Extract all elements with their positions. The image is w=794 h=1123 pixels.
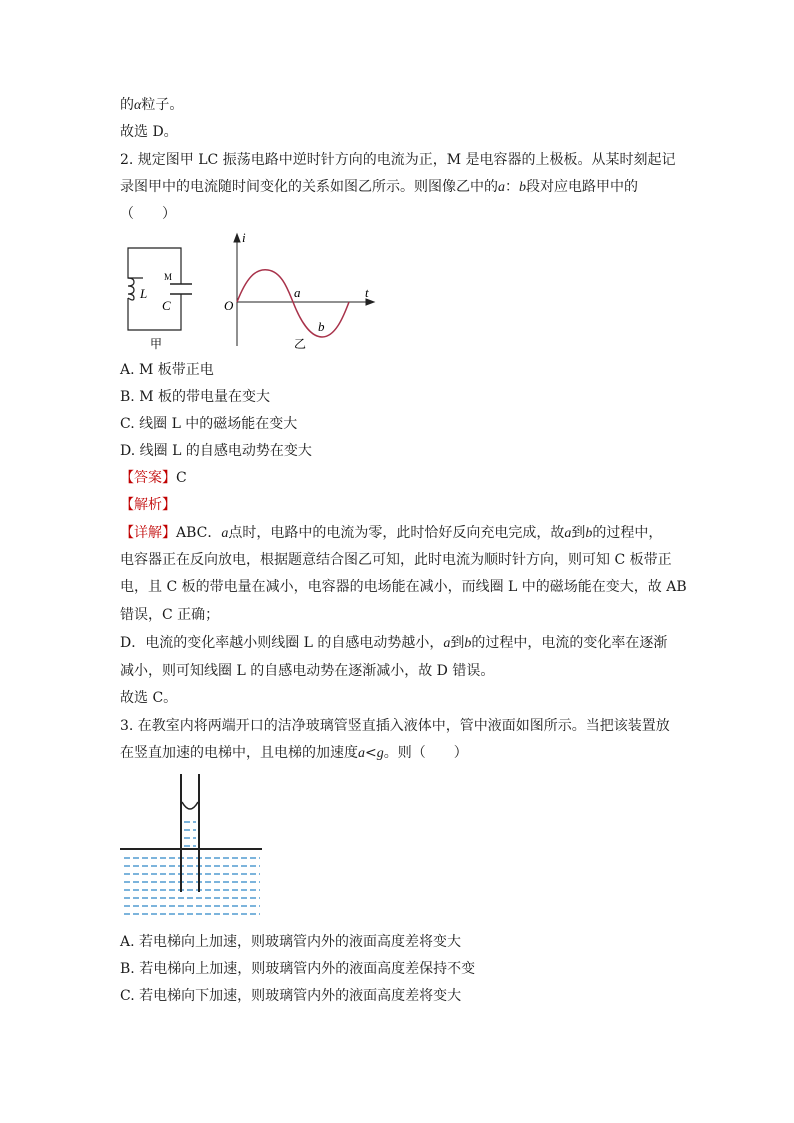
label-l: L — [140, 286, 148, 301]
q3-stem-line2: 在竖直加速的电梯中，且电梯的加速度a<g。则（ ） — [120, 745, 468, 761]
q2-option-b: B. M 板的带电量在变大 — [120, 389, 270, 405]
detail-line5: D．电流的变化率越小则线圈 L 的自感电动势越小，a到b的过程中，电流的变化率在逐渐 — [120, 635, 668, 651]
q2-stem-line2: 录图甲中的电流随时间变化的关系如图乙所示。则图像乙中的a：b段对应电路甲中的 — [120, 179, 638, 195]
detail-label: 【详解】 — [120, 525, 176, 541]
circuit-wire-bottom — [128, 294, 181, 330]
answer-value: C — [176, 470, 187, 486]
lc-circuit-figure — [118, 238, 198, 350]
point-b-label: b — [318, 319, 325, 334]
circuit-wire-top — [128, 248, 181, 284]
current-sine-curve — [237, 270, 349, 337]
q3-option-a: A. 若电梯向上加速，则玻璃管内外的液面高度差将变大 — [120, 934, 462, 950]
axis-label-t: t — [365, 285, 369, 300]
capillary-tube-figure — [118, 772, 266, 924]
detail-line1: 【详解】ABC．a点时，电路中的电流为零，此时恰好反向充电完成，故a到b的过程中， — [120, 525, 663, 541]
axis-label-i: i — [242, 230, 246, 245]
detail-line3: 电，且 C 板的带电量在减小，电容器的电场能在减小，而线圈 L 中的磁场能在变大，故 AB — [120, 579, 687, 595]
q3-stem-line1: 3. 在教室内将两端开口的洁净玻璃管竖直插入液体中，管中液面如图所示。当把该装置放 — [120, 718, 670, 734]
q2-stem-line3: （ ） — [120, 206, 176, 222]
meniscus — [182, 802, 198, 809]
label-c: C — [162, 298, 171, 313]
point-a-label: a — [294, 285, 301, 300]
answer-line — [120, 468, 187, 488]
q3-option-c: C. 若电梯向下加速，则玻璃管内外的液面高度差将变大 — [120, 988, 462, 1004]
conclusion-line: 故选 D。 — [120, 124, 178, 140]
detail-line4: 错误，C 正确； — [120, 607, 220, 623]
origin-label: O — [224, 298, 234, 313]
q2-stem-line1: 2. 规定图甲 LC 振荡电路中逆时针方向的电流为正，M 是电容器的上极板。从某时刻起记 — [120, 152, 676, 168]
q3-option-b: B. 若电梯向上加速，则玻璃管内外的液面高度差保持不变 — [120, 961, 476, 977]
q2-option-a: A. M 板带正电 — [120, 362, 214, 378]
current-time-graph — [220, 230, 380, 352]
answer-label: 【答案】 — [120, 470, 176, 486]
q2-option-c: C. 线圈 L 中的磁场能在变大 — [120, 416, 298, 432]
analysis-label: 【解析】 — [120, 497, 176, 513]
q2-conclusion: 故选 C。 — [120, 690, 178, 706]
caption-yi: 乙 — [294, 337, 307, 351]
detail-line2: 电容器正在反向放电，根据题意结合图乙可知，此时电流为顺时针方向，则可知 C 板带正 — [120, 552, 672, 568]
i-axis-arrow — [234, 234, 240, 242]
inductor-coil — [128, 278, 134, 300]
q2-option-d: D. 线圈 L 的自感电动势在变大 — [120, 443, 312, 459]
caption-jia: 甲 — [150, 337, 163, 350]
text-line: 的α粒子。 — [120, 97, 184, 113]
liquid-dashes — [124, 822, 260, 914]
detail-line6: 减小，则可知线圈 L 的自感电动势在逐渐减小，故 D 错误。 — [120, 663, 495, 679]
label-m: M — [164, 272, 173, 282]
alpha-symbol: α — [134, 98, 142, 113]
